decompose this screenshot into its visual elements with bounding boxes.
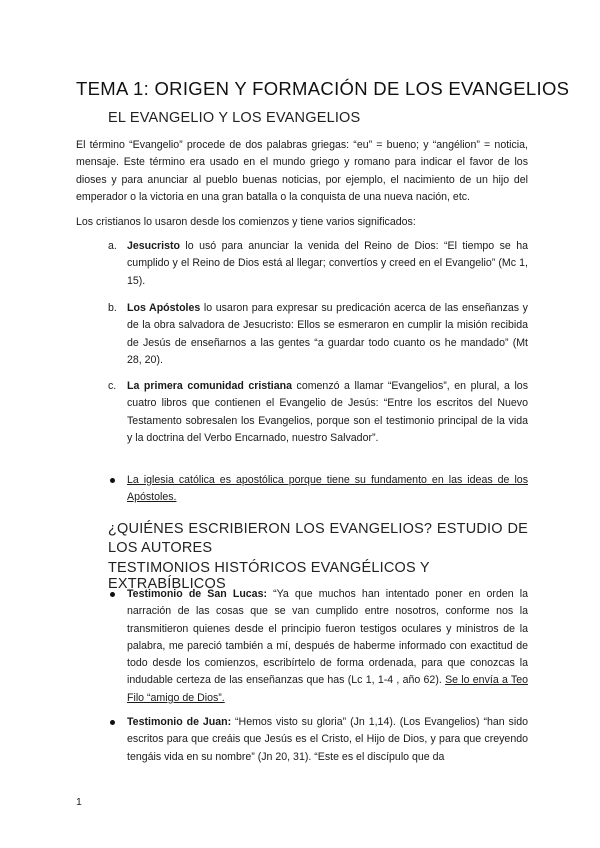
item-text: comenzó a llamar “Evangelios”, en plural, a los cuatro libros que contienen el Evangelio de Jesús: “Entre los escritos del Nuevo Testamento sobresalen los Evangelios, porque son el testimonio principal de la vida y la doctrina del Verbo Encarnado, nuestro Salvador”. xyxy=(127,380,528,444)
list-item-b xyxy=(108,300,528,369)
note-bullet-item xyxy=(108,472,528,507)
item-bold-label: Jesucristo xyxy=(127,240,180,252)
intro-paragraph: El término “Evangelio” procede de dos palabras griegas: “eu” = bueno; y “angélion” = noticia, mensaje. Este término era usado en el mundo griego y romano para indicar el favor de los dioses y para anunciar al pueblo buenas noticias, por ejemplo, el nacimiento de un hijo del emperador o la victoria en una gran batalla o la conquista de una nueva nación, etc. xyxy=(76,139,528,203)
list-item-a xyxy=(108,238,528,290)
note-text: La iglesia católica es apostólica porque tiene su fundamento en las ideas de los Apóstoles. xyxy=(127,474,528,504)
item-bold-label: La primera comunidad cristiana xyxy=(127,380,292,392)
list-marker: b. xyxy=(108,302,117,314)
testimony-lucas xyxy=(108,586,528,707)
item-text: lo usaron para expresar su predicación acerca de las enseñanzas y de la obra salvadora de Jesucristo: Ellos se esmeraron en cumplir la misión recibida de Jesús de enseñarnos a las gentes “a guardar todo cuanto os he mandado” (Mt 28, 20). xyxy=(127,302,528,366)
list-item-c xyxy=(108,378,528,447)
item-bold-label: Testimonio de Juan: xyxy=(127,716,232,728)
section-heading-evangelio: EL EVANGELIO Y LOS EVANGELIOS xyxy=(108,110,361,126)
item-bold-label: Los Apóstoles xyxy=(127,302,201,314)
testimony-juan xyxy=(108,714,528,766)
item-underlined-text: Se lo envía a Teo Filo “amigo de Dios”. xyxy=(127,674,529,704)
section-heading-autores: ¿QUIÉNES ESCRIBIERON LOS EVANGELIOS? ESTUDIO DE LOS AUTORES xyxy=(108,521,528,556)
list-marker: c. xyxy=(108,380,117,392)
item-text: “Hemos visto su gloria” (Jn 1,14). (Los Evangelios) “han sido escritos para que creáis que Jesús es el Cristo, el Hijo de Dios, y para que creyendo tengáis vida en su nombre” (Jn 20, 31). “Este es el discípulo que da xyxy=(127,716,528,763)
list-marker: a. xyxy=(108,240,117,252)
item-bold-label: Testimonio de San Lucas: xyxy=(127,588,267,600)
item-text: “Ya que muchos han intentado poner en orden la narración de las cosas que se van cumplido entre nosotros, conforme nos la transmitieron quienes desde el principio fueron testigos oculares y ministros de la palabra, me pareció también a mí, después de haberme informado con exactitud de todo desde los comienzos, escribírtelo de forma ordenada, para que conozcas la indudable certeza de las enseñanzas que has (Lc 1, 1-4 , año 62). xyxy=(127,588,528,687)
bullet-icon xyxy=(110,478,115,483)
bullet-icon xyxy=(110,592,115,597)
page-title: TEMA 1: ORIGEN Y FORMACIÓN DE LOS EVANGELIOS xyxy=(76,78,570,99)
item-text: lo usó para anunciar la venida del Reino de Dios: “El tiempo se ha cumplido y el Reino de Dios está al llegar; convertíos y creed en el Evangelio” (Mc 1, 15). xyxy=(127,240,528,287)
page-number: 1 xyxy=(76,796,82,808)
bullet-icon xyxy=(110,720,115,725)
lead-paragraph: Los cristianos lo usaron desde los comienzos y tiene varios significados: xyxy=(76,216,416,228)
section-heading-testimonios: TESTIMONIOS HISTÓRICOS EVANGÉLICOS Y EXTRABÍBLICOS xyxy=(108,560,430,592)
